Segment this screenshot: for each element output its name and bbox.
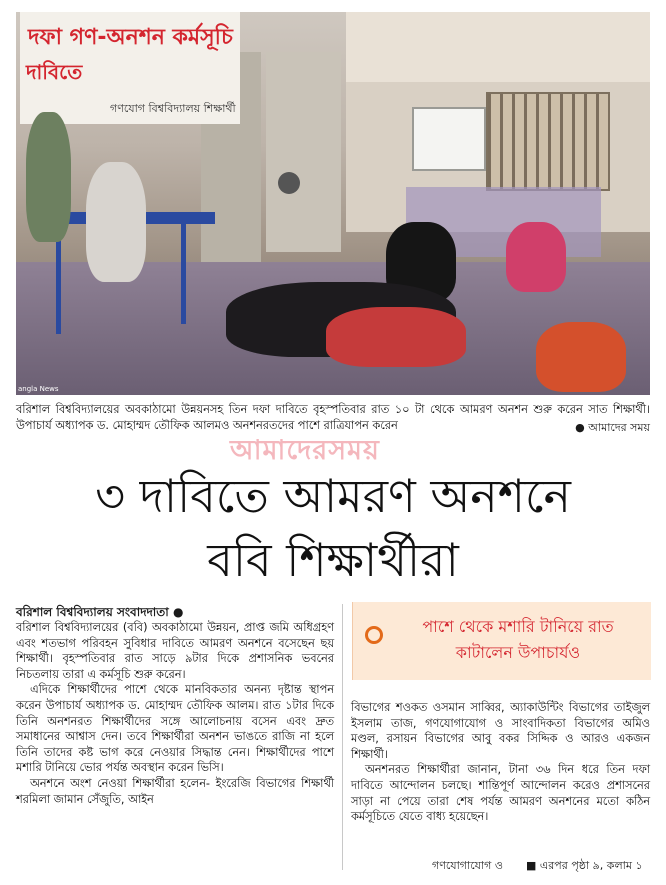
pull-quote-text: পাশে থেকে মশারি টানিয়ে রাত কাটালেন উপাচার্যও [422, 617, 614, 662]
person-figure [506, 222, 566, 292]
news-photo [16, 12, 650, 395]
headline-line-1: ৩ দাবিতে আমরণ অনশনে [95, 469, 571, 523]
person-figure [86, 162, 146, 282]
ring-bullet-icon [365, 626, 383, 644]
column-divider [342, 604, 343, 870]
newspaper-watermark: আমাদেরসময় [230, 435, 380, 466]
photo-credit: angla News [18, 385, 59, 393]
byline: বরিশাল বিশ্ববিদ্যালয় সংবাদদাতা ● [16, 605, 184, 619]
caption-credit: ● আমাদের সময় [575, 421, 650, 434]
photo-pillar [266, 52, 341, 252]
banner-line: দাবিতে [26, 60, 83, 84]
photo-ceiling [346, 12, 650, 82]
paragraph: এদিকে শিক্ষার্থীদের পাশে থেকে মানবিকতার অনন্য দৃষ্টান্ত স্থাপন করেন উপাচার্য অধ্যাপক ড. মোহাম্মদ তৌফিক আলম। রাত ১টার দিকে তিনি অনশনরত শিক্ষার্থীদের সঙ্গে আলোচনায় বসেন এবং দ্রুত সমাধানের আশ্বাস দেন। তবে শিক্ষার্থীরা অনশন ভাঙতে রাজি না হলে তিনি তাদের কষ্ট ভাগ করে নেওয়ার সিদ্ধান্ত নেন। শিক্ষার্থীদের পাশে মশারি টানিয়ে ভোর পর্যন্ত অবস্থান করেন ভিসি। [16, 683, 334, 775]
person-figure [536, 322, 626, 392]
person-figure [326, 307, 466, 367]
table-leg [181, 224, 186, 324]
continued-text: গণযোগাযোগ ও [432, 859, 503, 872]
photo-whiteboard [412, 107, 486, 171]
protest-banner [20, 12, 240, 124]
banner-line: দফা গণ-অনশন কর্মসূচি [28, 25, 233, 50]
headline-line-2: ববি শিক্ষার্থীরা [207, 533, 459, 587]
banner-line: গণযোগ বিশ্ববিদ্যালয় শিক্ষার্থী [110, 102, 236, 115]
person-figure [26, 112, 71, 242]
photo-caption: বরিশাল বিশ্ববিদ্যালয়ের অবকাঠামো উন্নয়নসহ তিন দফা দাবিতে বৃহস্পতিবার রাত ১০ টা থেকে আমরণ অনশন শুরু করেন সাত শিক্ষার্থী। উপাচার্য অধ্যাপক ড. মোহাম্মদ তৌফিক আলমও অনশনরতদের পাশে রাত্রিযাপন করেন [16, 403, 650, 432]
paragraph: অনশনরত শিক্ষার্থীরা জানান, টানা ৩৬ দিন ধরে তিন দফা দাবিতে আন্দোলন চলছে। শান্তিপূর্ণ আন্দোলন করেও প্রশাসনের সাড়া না পেয়ে তারা শেষ পর্যন্ত আমরণ অনশনের মতো কঠিন কর্মসূচিতে যেতে বাধ্য হয়েছেন। [351, 763, 650, 824]
jump-line: ■ এরপর পৃষ্ঠা ৯, কলাম ১ [526, 859, 643, 872]
fan-icon [278, 172, 300, 194]
pull-quote [352, 602, 651, 680]
article-column-2 [351, 700, 650, 825]
paragraph: অনশনে অংশ নেওয়া শিক্ষার্থীরা হলেন- ইংরেজি বিভাগের শিক্ষার্থী শরমিলা জামান সেঁজুতি, আইন [16, 776, 334, 806]
photo-window [486, 92, 610, 191]
paragraph: বরিশাল বিশ্ববিদ্যালয়ের (ববি) অবকাঠামো উন্নয়ন, প্রাপ্ত জমি অধিগ্রহণ এবং শতভাগ পরিবহন সুবিধার দাবিতে আমরণ অনশনে বসেছেন ছয় শিক্ষার্থী। বৃহস্পতিবার রাত সাড়ে ৯টার দিকে প্রশাসনিক ভবনের নিচতলায় তারা এ কর্মসূচি শুরু করেন। [16, 621, 334, 681]
article-column-1 [16, 620, 334, 807]
paragraph: বিভাগের শওকত ওসমান সাব্বির, অ্যাকাউন্টিং বিভাগের তাইজুল ইসলাম তাজ, গণযোগাযোগ ও সাংবাদিকতা বিভাগের অমিও মণ্ডল, রসায়ন বিভাগের আবু বকর সিদ্দিক ও আরও একজন শিক্ষার্থী। [351, 701, 650, 761]
